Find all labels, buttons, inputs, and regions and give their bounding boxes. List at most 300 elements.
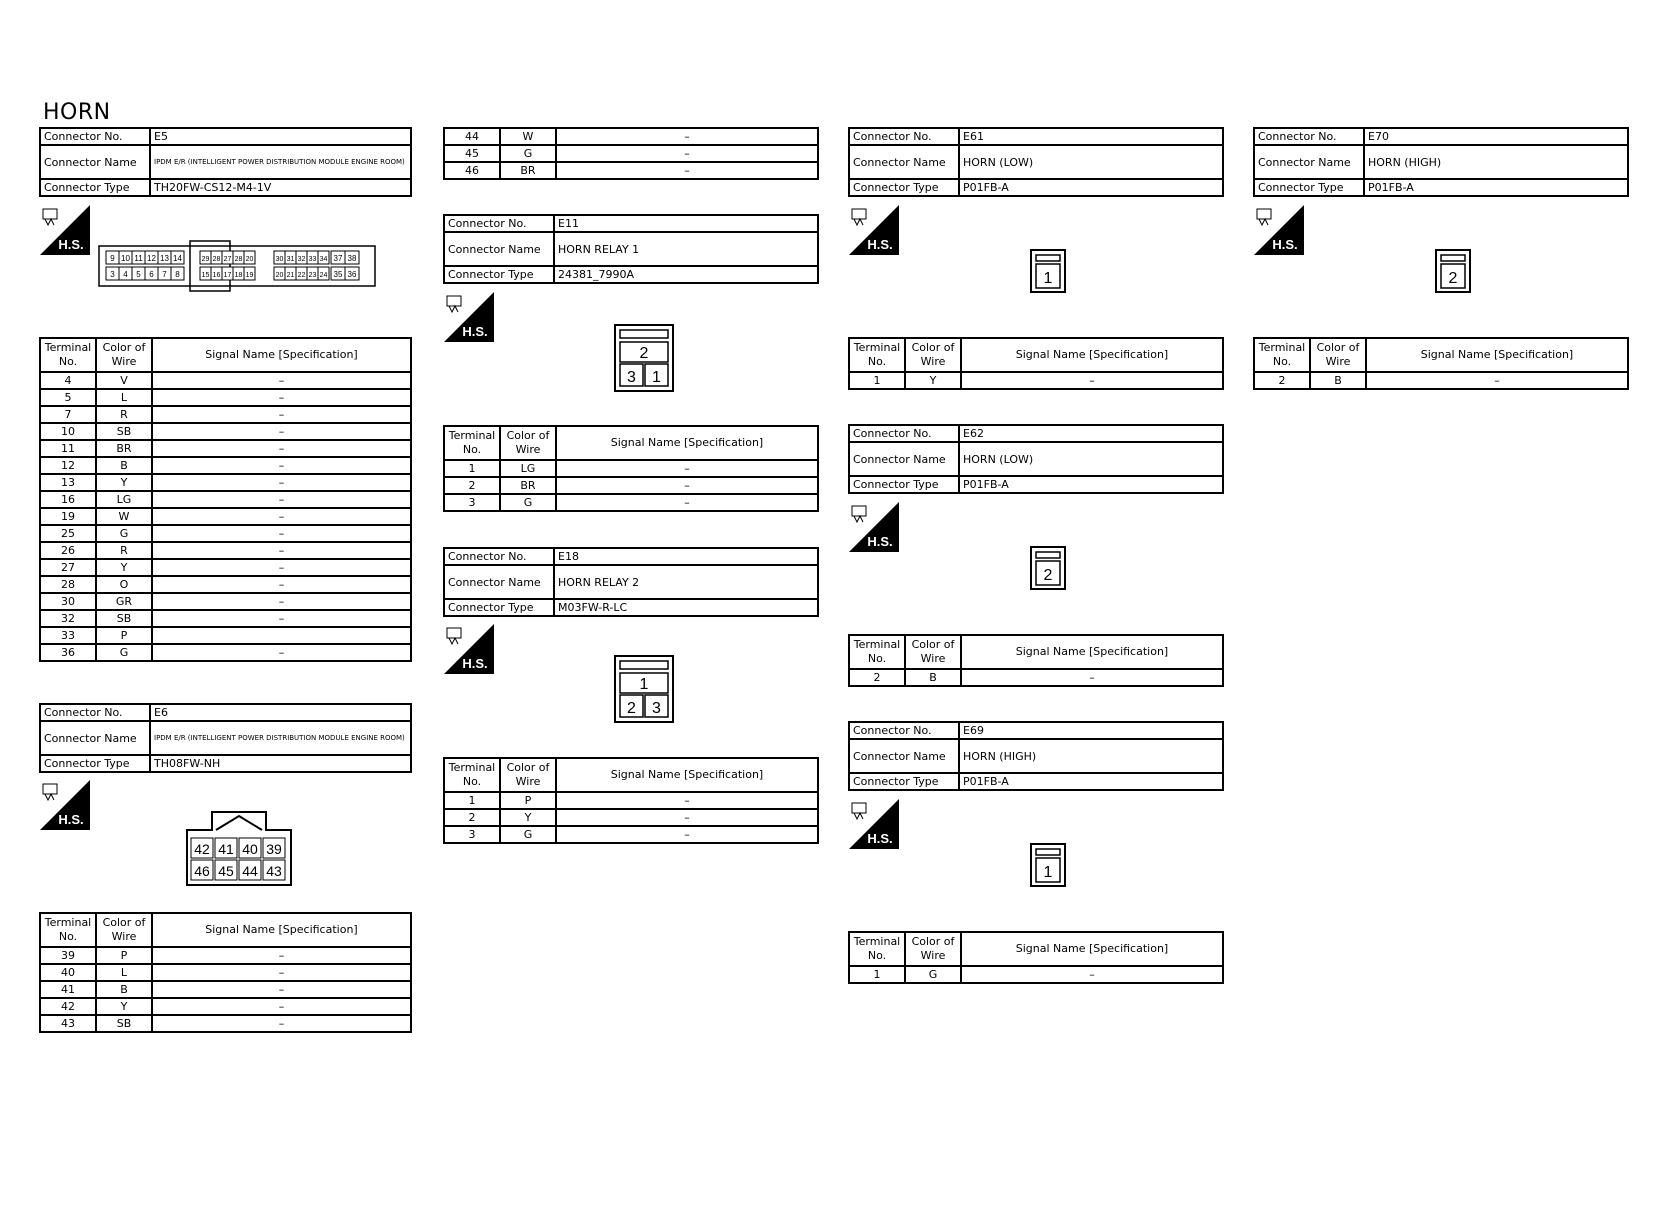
pin-label: 24: [319, 272, 328, 279]
terminal-table-e11: [443, 425, 819, 512]
pin-label: 6: [149, 270, 154, 279]
pin-label: 1: [1043, 864, 1053, 881]
signal-name-header: Signal Name [Specification]: [961, 932, 1223, 966]
connector-e62-diagram: [1030, 546, 1066, 590]
connector-name-value: HORN (HIGH): [1364, 145, 1628, 179]
pin-label: 5: [136, 270, 141, 279]
table-row: [40, 423, 411, 440]
pin-label: 4: [123, 270, 128, 279]
hs-label: H.S.: [867, 534, 893, 549]
wire-color-cell: R: [96, 406, 152, 423]
connector-e18-header: [443, 547, 819, 617]
table-row: [849, 669, 1223, 686]
pin-label: 1: [652, 369, 661, 386]
wire-color-cell: B: [905, 669, 961, 686]
signal-cell: –: [152, 559, 411, 576]
wire-color-cell: G: [500, 145, 556, 162]
hs-icon: [444, 624, 494, 674]
connector-name-value: IPDM E/R (INTELLIGENT POWER DISTRIBUTION MODULE ENGINE ROOM): [154, 733, 405, 742]
wire-color-cell: L: [96, 964, 152, 981]
connector-type-label: Connector Type: [40, 179, 150, 196]
signal-cell: –: [152, 491, 411, 508]
signal-cell: –: [556, 128, 818, 145]
pin-label: 29: [201, 256, 210, 263]
terminal-cell: 2: [444, 477, 500, 494]
connector-e6-diagram: [186, 810, 292, 886]
connector-e61-diagram: [1030, 249, 1066, 293]
signal-cell: –: [556, 145, 818, 162]
terminal-no-header: Terminal No.: [444, 426, 500, 460]
hs-icon: [40, 780, 90, 830]
wire-color-cell: G: [500, 826, 556, 843]
pin-label: 3: [652, 700, 661, 717]
wire-color-cell: B: [1310, 372, 1366, 389]
wire-color-cell: V: [96, 372, 152, 389]
table-row: [40, 981, 411, 998]
connector-type-value: P01FB-A: [959, 773, 1223, 790]
pin-label: 37: [333, 254, 343, 263]
terminal-cell: 42: [40, 998, 96, 1015]
terminal-cell: 2: [849, 669, 905, 686]
wire-color-cell: B: [96, 981, 152, 998]
signal-cell: –: [556, 792, 818, 809]
pin-label: 21: [286, 272, 295, 279]
terminal-cell: 11: [40, 440, 96, 457]
wire-color-cell: O: [96, 576, 152, 593]
signal-cell: –: [556, 809, 818, 826]
pin-label: 32: [297, 256, 306, 263]
connector-e11-header: [443, 214, 819, 284]
connector-no-value: E5: [150, 128, 411, 145]
terminal-no-header: Terminal No.: [444, 758, 500, 792]
signal-name-header: Signal Name [Specification]: [961, 338, 1223, 372]
pin-label: 2: [627, 700, 636, 717]
signal-cell: –: [556, 460, 818, 477]
signal-name-header: Signal Name [Specification]: [1366, 338, 1628, 372]
wire-color-cell: W: [96, 508, 152, 525]
connector-type-value: TH20FW-CS12-M4-1V: [150, 179, 411, 196]
terminal-table-e6-continued: [443, 127, 819, 180]
signal-name-header: Signal Name [Specification]: [152, 913, 411, 947]
connector-type-label: Connector Type: [444, 599, 554, 616]
connector-type-label: Connector Type: [1254, 179, 1364, 196]
wire-color-cell: Y: [500, 809, 556, 826]
wire-color-cell: Y: [96, 474, 152, 491]
pin-label: 40: [242, 841, 258, 857]
terminal-no-header: Terminal No.: [40, 913, 96, 947]
connector-no-label: Connector No.: [40, 128, 150, 145]
terminal-cell: 13: [40, 474, 96, 491]
table-row: [849, 966, 1223, 983]
connector-e18-diagram: [614, 655, 674, 723]
wire-color-cell: G: [96, 644, 152, 661]
connector-type-label: Connector Type: [849, 476, 959, 493]
terminal-table-e6: [39, 912, 412, 1033]
pin-label: 8: [175, 270, 180, 279]
wire-color-cell: G: [905, 966, 961, 983]
pin-label: 19: [245, 272, 254, 279]
terminal-cell: 1: [849, 966, 905, 983]
connector-name-label: Connector Name: [1254, 145, 1364, 179]
signal-cell: –: [152, 457, 411, 474]
table-row: [40, 525, 411, 542]
table-row: [444, 145, 818, 162]
signal-cell: –: [152, 372, 411, 389]
signal-cell: –: [152, 964, 411, 981]
pin-label: 2: [1043, 567, 1053, 584]
pin-label: 43: [266, 863, 282, 879]
signal-cell: –: [152, 644, 411, 661]
table-row: [40, 576, 411, 593]
hs-icon: [40, 205, 90, 255]
signal-cell: –: [961, 669, 1223, 686]
pin-label: 34: [319, 256, 328, 263]
table-row: [444, 809, 818, 826]
wire-color-cell: Y: [905, 372, 961, 389]
pin-label: 9: [110, 254, 115, 263]
terminal-cell: 39: [40, 947, 96, 964]
connector-name-value: HORN (LOW): [959, 145, 1223, 179]
pin-label: 36: [347, 270, 357, 279]
terminal-cell: 2: [444, 809, 500, 826]
signal-cell: [152, 627, 411, 644]
color-of-wire-header: Color of Wire: [905, 932, 961, 966]
terminal-cell: 43: [40, 1015, 96, 1032]
connector-no-value: E18: [554, 548, 818, 565]
connector-no-label: Connector No.: [444, 548, 554, 565]
terminal-cell: 1: [849, 372, 905, 389]
connector-type-label: Connector Type: [849, 179, 959, 196]
pin-label: 39: [266, 841, 282, 857]
connector-name-label: Connector Name: [444, 232, 554, 266]
signal-cell: –: [152, 1015, 411, 1032]
terminal-no-header: Terminal No.: [40, 338, 96, 372]
wire-color-cell: B: [96, 457, 152, 474]
table-row: [40, 627, 411, 644]
connector-type-label: Connector Type: [849, 773, 959, 790]
terminal-cell: 32: [40, 610, 96, 627]
color-of-wire-header: Color of Wire: [905, 338, 961, 372]
signal-cell: –: [152, 406, 411, 423]
pin-label: 14: [173, 254, 182, 263]
pin-label: 46: [194, 863, 210, 879]
terminal-cell: 28: [40, 576, 96, 593]
pin-label: 42: [194, 841, 210, 857]
connector-no-label: Connector No.: [849, 722, 959, 739]
signal-cell: –: [152, 440, 411, 457]
table-row: [40, 406, 411, 423]
pin-label: 7: [162, 270, 167, 279]
connector-name-label: Connector Name: [40, 721, 150, 755]
pin-label: 33: [308, 256, 317, 263]
signal-cell: –: [152, 576, 411, 593]
connector-e69-header: [848, 721, 1224, 791]
connector-e70-header: [1253, 127, 1629, 197]
table-row: [444, 162, 818, 179]
connector-e62-header: [848, 424, 1224, 494]
connector-name-value: HORN RELAY 1: [554, 232, 818, 266]
pin-label: 11: [134, 254, 143, 263]
connector-no-value: E11: [554, 215, 818, 232]
table-row: [40, 372, 411, 389]
table-row: [40, 947, 411, 964]
connector-no-label: Connector No.: [849, 425, 959, 442]
connector-e69-diagram: [1030, 843, 1066, 887]
wire-color-cell: GR: [96, 593, 152, 610]
connector-type-label: Connector Type: [40, 755, 150, 772]
wire-color-cell: BR: [500, 162, 556, 179]
signal-cell: –: [556, 162, 818, 179]
wire-color-cell: BR: [96, 440, 152, 457]
terminal-cell: 4: [40, 372, 96, 389]
connector-no-label: Connector No.: [1254, 128, 1364, 145]
terminal-cell: 3: [444, 494, 500, 511]
pin-label: 23: [308, 272, 317, 279]
signal-cell: –: [152, 593, 411, 610]
hs-icon: [849, 799, 899, 849]
connector-no-value: E70: [1364, 128, 1628, 145]
wire-color-cell: LG: [96, 491, 152, 508]
pin-label: 13: [160, 254, 169, 263]
page-title: HORN: [43, 100, 111, 125]
table-row: [444, 460, 818, 477]
connector-name-value: IPDM E/R (INTELLIGENT POWER DISTRIBUTION MODULE ENGINE ROOM): [154, 157, 405, 166]
pin-label: 1: [639, 676, 649, 693]
connector-e6-header: [39, 703, 412, 773]
terminal-table-e18: [443, 757, 819, 844]
terminal-cell: 10: [40, 423, 96, 440]
pin-label: 28: [234, 256, 243, 263]
terminal-cell: 12: [40, 457, 96, 474]
table-row: [444, 826, 818, 843]
wire-color-cell: G: [500, 494, 556, 511]
connector-name-value: HORN (LOW): [959, 442, 1223, 476]
pin-label: 35: [333, 270, 343, 279]
pin-label: 1: [1043, 270, 1053, 287]
signal-cell: –: [152, 542, 411, 559]
signal-name-header: Signal Name [Specification]: [961, 635, 1223, 669]
hs-label: H.S.: [58, 237, 84, 252]
terminal-cell: 5: [40, 389, 96, 406]
signal-cell: –: [152, 947, 411, 964]
pin-label: 38: [347, 254, 357, 263]
table-row: [40, 964, 411, 981]
pin-label: 3: [627, 369, 636, 386]
wire-color-cell: P: [96, 947, 152, 964]
terminal-cell: 36: [40, 644, 96, 661]
signal-cell: –: [556, 826, 818, 843]
pin-label: 27: [223, 256, 232, 263]
table-row: [40, 1015, 411, 1032]
color-of-wire-header: Color of Wire: [1310, 338, 1366, 372]
table-row: [40, 389, 411, 406]
signal-cell: –: [152, 508, 411, 525]
signal-name-header: Signal Name [Specification]: [152, 338, 411, 372]
signal-cell: –: [152, 998, 411, 1015]
connector-e70-diagram: [1435, 249, 1471, 293]
table-row: [849, 372, 1223, 389]
terminal-cell: 3: [444, 826, 500, 843]
color-of-wire-header: Color of Wire: [96, 338, 152, 372]
wire-color-cell: P: [500, 792, 556, 809]
table-row: [444, 128, 818, 145]
pin-label: 30: [275, 256, 284, 263]
signal-cell: –: [152, 981, 411, 998]
wire-color-cell: Y: [96, 559, 152, 576]
connector-type-value: P01FB-A: [1364, 179, 1628, 196]
wire-color-cell: SB: [96, 1015, 152, 1032]
terminal-cell: 26: [40, 542, 96, 559]
signal-cell: –: [556, 494, 818, 511]
connector-e11-diagram: [614, 324, 674, 392]
connector-name-label: Connector Name: [849, 739, 959, 773]
wire-color-cell: SB: [96, 610, 152, 627]
terminal-cell: 40: [40, 964, 96, 981]
pin-label: 2: [1448, 270, 1458, 287]
signal-cell: –: [152, 423, 411, 440]
connector-no-label: Connector No.: [40, 704, 150, 721]
signal-cell: –: [556, 477, 818, 494]
hs-label: H.S.: [462, 656, 488, 671]
table-row: [40, 644, 411, 661]
pin-label: 3: [110, 270, 115, 279]
terminal-cell: 25: [40, 525, 96, 542]
hs-icon: [444, 292, 494, 342]
terminal-table-e62: [848, 634, 1224, 687]
pin-label: 12: [147, 254, 156, 263]
terminal-table-e70: [1253, 337, 1629, 390]
terminal-cell: 33: [40, 627, 96, 644]
connector-type-value: P01FB-A: [959, 179, 1223, 196]
table-row: [40, 440, 411, 457]
terminal-cell: 19: [40, 508, 96, 525]
connector-e5-header: [39, 127, 412, 197]
signal-name-header: Signal Name [Specification]: [556, 426, 818, 460]
table-row: [40, 559, 411, 576]
connector-type-value: TH08FW-NH: [150, 755, 411, 772]
connector-no-label: Connector No.: [849, 128, 959, 145]
hs-icon: [1254, 205, 1304, 255]
table-row: [40, 610, 411, 627]
hs-icon: [849, 502, 899, 552]
signal-cell: –: [961, 966, 1223, 983]
wire-color-cell: L: [96, 389, 152, 406]
wire-color-cell: SB: [96, 423, 152, 440]
pin-label: 10: [121, 254, 130, 263]
terminal-cell: 16: [40, 491, 96, 508]
terminal-table-e61: [848, 337, 1224, 390]
connector-name-label: Connector Name: [40, 145, 150, 179]
pin-label: 28: [212, 256, 221, 263]
connector-no-value: E62: [959, 425, 1223, 442]
hs-icon: [849, 205, 899, 255]
pin-label: 17: [223, 272, 232, 279]
table-row: [40, 998, 411, 1015]
color-of-wire-header: Color of Wire: [500, 426, 556, 460]
pin-label: 2: [639, 345, 649, 362]
connector-type-value: M03FW-R-LC: [554, 599, 818, 616]
terminal-cell: 45: [444, 145, 500, 162]
wire-color-cell: P: [96, 627, 152, 644]
hs-label: H.S.: [58, 812, 84, 827]
terminal-table-e5: [39, 337, 412, 662]
connector-e5-diagram: [98, 240, 376, 292]
pin-label: 20: [275, 272, 284, 279]
signal-cell: –: [152, 610, 411, 627]
pin-label: 31: [286, 256, 295, 263]
color-of-wire-header: Color of Wire: [905, 635, 961, 669]
terminal-cell: 7: [40, 406, 96, 423]
pin-label: 15: [201, 272, 210, 279]
connector-type-value: P01FB-A: [959, 476, 1223, 493]
table-row: [40, 593, 411, 610]
table-row: [444, 494, 818, 511]
wire-color-cell: G: [96, 525, 152, 542]
terminal-no-header: Terminal No.: [849, 932, 905, 966]
terminal-no-header: Terminal No.: [849, 635, 905, 669]
wire-color-cell: LG: [500, 460, 556, 477]
wire-color-cell: R: [96, 542, 152, 559]
hs-label: H.S.: [1272, 237, 1298, 252]
connector-type-value: 24381_7990A: [554, 266, 818, 283]
connector-no-value: E61: [959, 128, 1223, 145]
color-of-wire-header: Color of Wire: [500, 758, 556, 792]
signal-cell: –: [1366, 372, 1628, 389]
terminal-cell: 46: [444, 162, 500, 179]
connector-type-label: Connector Type: [444, 266, 554, 283]
terminal-table-e69: [848, 931, 1224, 984]
terminal-cell: 27: [40, 559, 96, 576]
connector-e61-header: [848, 127, 1224, 197]
table-row: [1254, 372, 1628, 389]
terminal-no-header: Terminal No.: [1254, 338, 1310, 372]
connector-no-label: Connector No.: [444, 215, 554, 232]
table-row: [40, 457, 411, 474]
wire-color-cell: BR: [500, 477, 556, 494]
signal-name-header: Signal Name [Specification]: [556, 758, 818, 792]
table-row: [444, 792, 818, 809]
pin-label: 41: [218, 841, 234, 857]
terminal-cell: 30: [40, 593, 96, 610]
pin-label: 18: [234, 272, 243, 279]
signal-cell: –: [961, 372, 1223, 389]
hs-label: H.S.: [867, 831, 893, 846]
terminal-cell: 44: [444, 128, 500, 145]
hs-label: H.S.: [462, 324, 488, 339]
terminal-no-header: Terminal No.: [849, 338, 905, 372]
connector-no-value: E69: [959, 722, 1223, 739]
table-row: [40, 542, 411, 559]
connector-name-label: Connector Name: [444, 565, 554, 599]
signal-cell: –: [152, 474, 411, 491]
terminal-cell: 41: [40, 981, 96, 998]
table-row: [40, 508, 411, 525]
signal-cell: –: [152, 389, 411, 406]
terminal-cell: 1: [444, 460, 500, 477]
table-row: [444, 477, 818, 494]
pin-label: 16: [212, 272, 221, 279]
connector-name-label: Connector Name: [849, 145, 959, 179]
terminal-cell: 1: [444, 792, 500, 809]
signal-cell: –: [152, 525, 411, 542]
terminal-cell: 2: [1254, 372, 1310, 389]
pin-label: 20: [245, 256, 254, 263]
table-row: [40, 491, 411, 508]
connector-no-value: E6: [150, 704, 411, 721]
table-row: [40, 474, 411, 491]
connector-name-value: HORN RELAY 2: [554, 565, 818, 599]
pin-label: 44: [242, 863, 258, 879]
